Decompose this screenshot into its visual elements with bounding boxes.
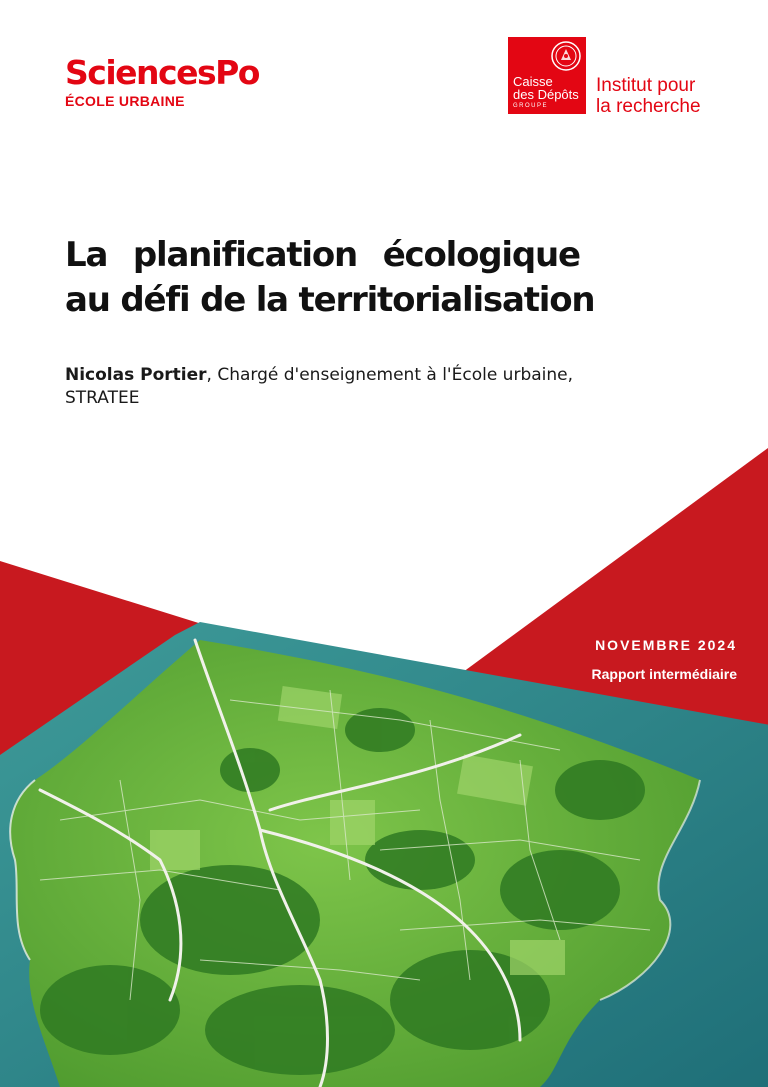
author-block <box>65 364 685 410</box>
institut-line1: Institut pour <box>596 75 696 96</box>
report-title <box>65 233 660 323</box>
title-line2: au défi de la territorialisation <box>65 280 595 320</box>
seal-icon <box>550 40 582 72</box>
ecole-urbaine-label: ÉCOLE URBAINE <box>65 93 185 109</box>
report-type: Rapport intermédiaire <box>591 666 737 682</box>
sciencespo-wordmark: SciencesPo <box>65 53 259 92</box>
title-line1: La planification écologique <box>65 235 580 275</box>
cdc-line2: des Dépôts <box>513 87 579 102</box>
sciencespo-logo <box>65 55 259 109</box>
author-name: Nicolas Portier <box>65 365 207 385</box>
report-date: NOVEMBRE 2024 <box>595 637 737 653</box>
cdc-line1: Caisse <box>513 74 553 89</box>
caisse-des-depots-logo <box>508 37 586 114</box>
author-affiliation: STRATEE <box>65 388 140 408</box>
cdc-group-label: GROUPE <box>513 103 549 109</box>
author-role: , Chargé d'enseignement à l'École urbaine, <box>206 365 574 385</box>
institut-recherche-label <box>596 75 701 117</box>
institut-line2: la recherche <box>596 96 701 117</box>
